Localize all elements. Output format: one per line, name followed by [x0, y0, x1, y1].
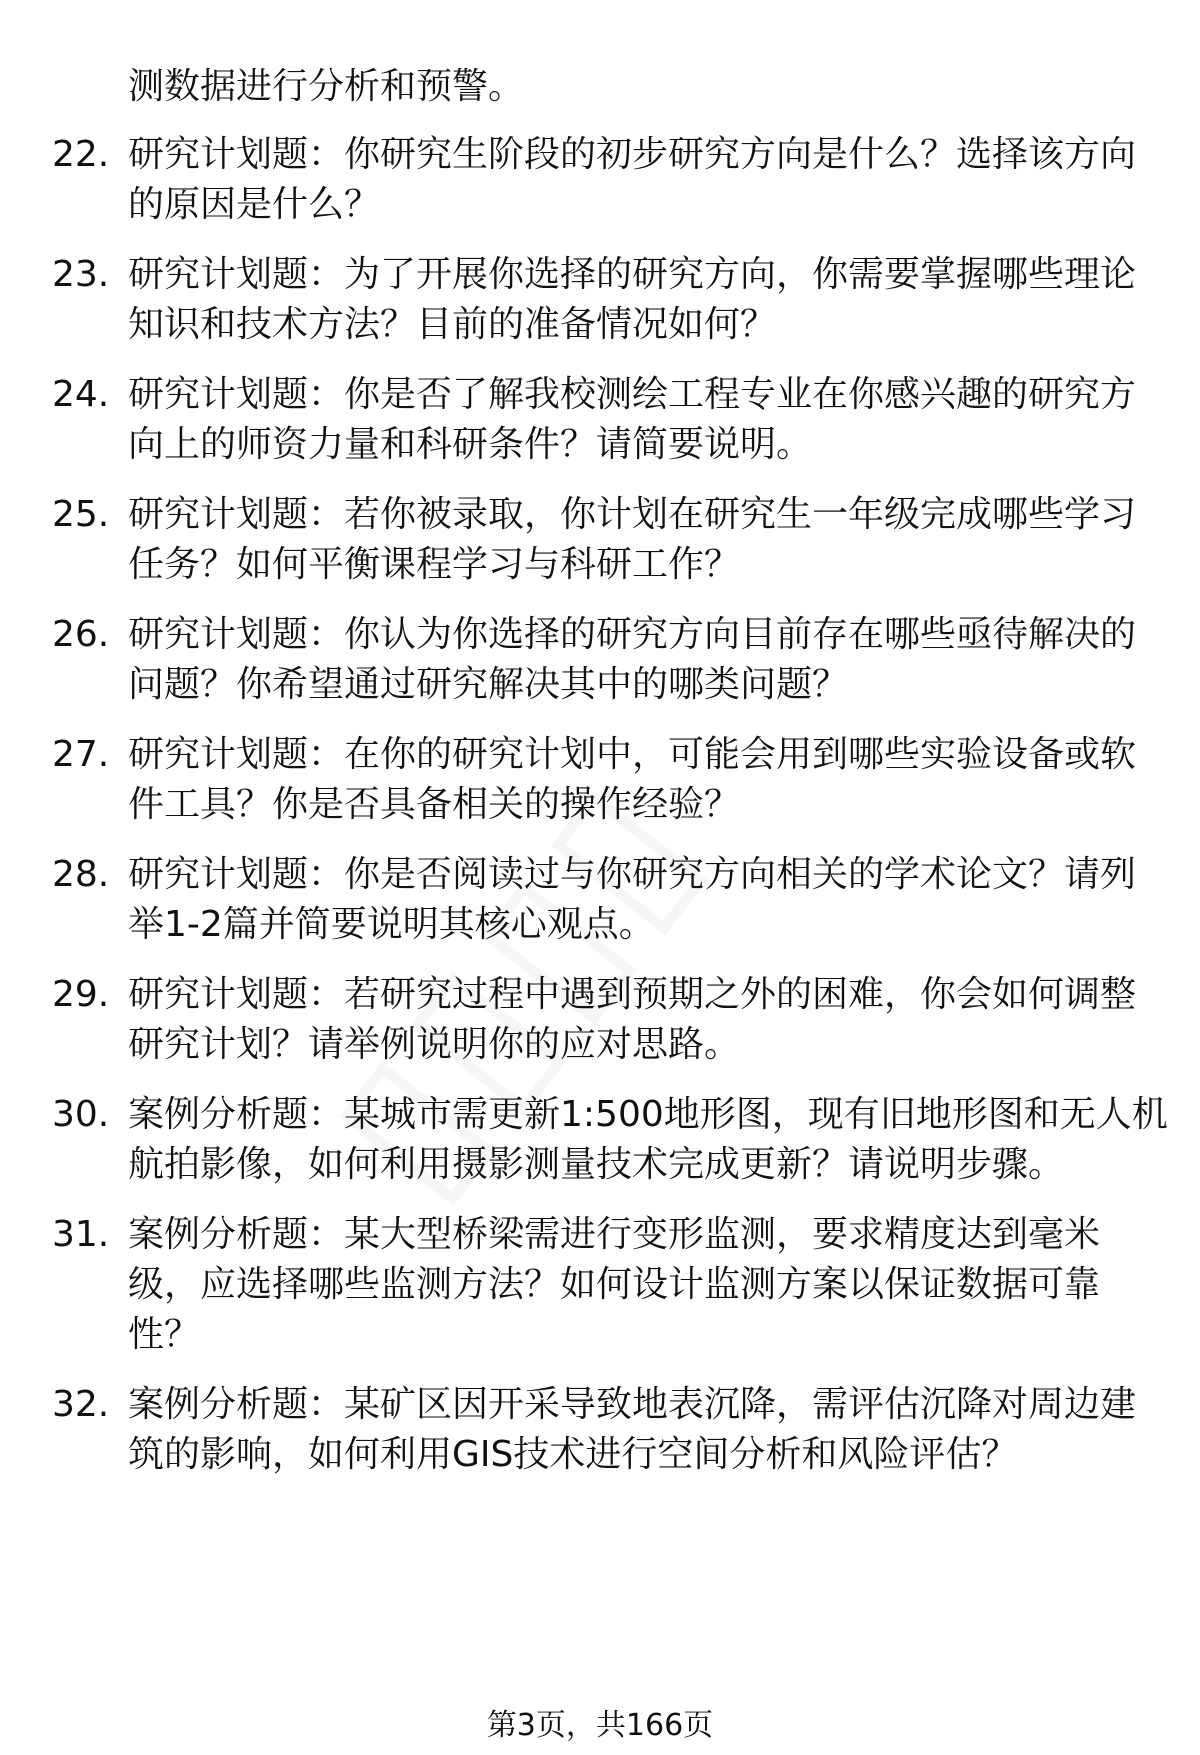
question-line: 研究计划题：若你被录取，你计划在研究生一年级完成哪些学习 — [128, 494, 1137, 535]
question-number: 24. — [52, 374, 110, 415]
question-number: 27. — [52, 734, 110, 775]
question-line: 向上的师资力量和科研条件？请简要说明。 — [128, 424, 813, 465]
question-text — [128, 970, 1188, 1070]
question-line: 级，应选择哪些监测方法？如何设计监测方案以保证数据可靠 — [128, 1264, 1101, 1305]
question-line: 研究计划题：你研究生阶段的初步研究方向是什么？选择该方向 — [128, 134, 1137, 175]
question-text — [128, 130, 1188, 230]
question-line: 件工具？你是否具备相关的操作经验？ — [128, 784, 741, 825]
question-number: 25. — [52, 494, 110, 535]
question-text — [128, 1380, 1188, 1480]
question-line: 案例分析题：某城市需更新1:500地形图，现有旧地形图和无人机 — [128, 1094, 1168, 1135]
question-line: 任务？如何平衡课程学习与科研工作？ — [128, 544, 741, 585]
question-line: 知识和技术方法？目前的准备情况如何？ — [128, 304, 777, 345]
question-number: 26. — [52, 614, 110, 655]
question-line: 研究计划题：你是否阅读过与你研究方向相关的学术论文？请列 — [128, 854, 1137, 895]
question-line: 筑的影响，如何利用GIS技术进行空间分析和风险评估？ — [128, 1434, 1018, 1475]
question-text — [128, 370, 1188, 470]
question-line: 案例分析题：某大型桥梁需进行变形监测，要求精度达到毫米 — [128, 1214, 1101, 1255]
question-text — [128, 850, 1188, 950]
question-line: 研究计划？请举例说明你的应对思路。 — [128, 1024, 741, 1065]
question-line: 案例分析题：某矿区因开采导致地表沉降，需评估沉降对周边建 — [128, 1384, 1137, 1425]
question-line: 研究计划题：为了开展你选择的研究方向，你需要掌握哪些理论 — [128, 254, 1137, 295]
question-line: 的原因是什么？ — [128, 184, 381, 225]
question-text — [128, 610, 1188, 710]
question-number: 22. — [52, 134, 110, 175]
page-footer: 第3页，共166页 — [486, 1708, 714, 1743]
question-line: 研究计划题：若研究过程中遇到预期之外的困难，你会如何调整 — [128, 974, 1137, 1015]
question-line: 问题？你希望通过研究解决其中的哪类问题？ — [128, 664, 849, 705]
question-number: 32. — [52, 1384, 110, 1425]
question-text — [128, 1090, 1188, 1190]
continuation-text: 测数据进行分析和预警。 — [128, 66, 525, 107]
question-text — [128, 250, 1188, 350]
question-number: 31. — [52, 1214, 110, 1255]
question-text — [128, 490, 1188, 590]
question-number: 29. — [52, 974, 110, 1015]
question-number: 30. — [52, 1094, 110, 1135]
question-number: 28. — [52, 854, 110, 895]
question-line: 航拍影像，如何利用摄影测量技术完成更新？请说明步骤。 — [128, 1144, 1065, 1185]
question-line: 性？ — [128, 1314, 201, 1355]
question-line: 研究计划题：在你的研究计划中，可能会用到哪些实验设备或软 — [128, 734, 1137, 775]
question-line: 研究计划题：你认为你选择的研究方向目前存在哪些亟待解决的 — [128, 614, 1137, 655]
question-line: 研究计划题：你是否了解我校测绘工程专业在你感兴趣的研究方 — [128, 374, 1137, 415]
question-text — [128, 730, 1188, 830]
question-text — [128, 1210, 1188, 1360]
question-line: 举1-2篇并简要说明其核心观点。 — [128, 904, 655, 945]
question-number: 23. — [52, 254, 110, 295]
